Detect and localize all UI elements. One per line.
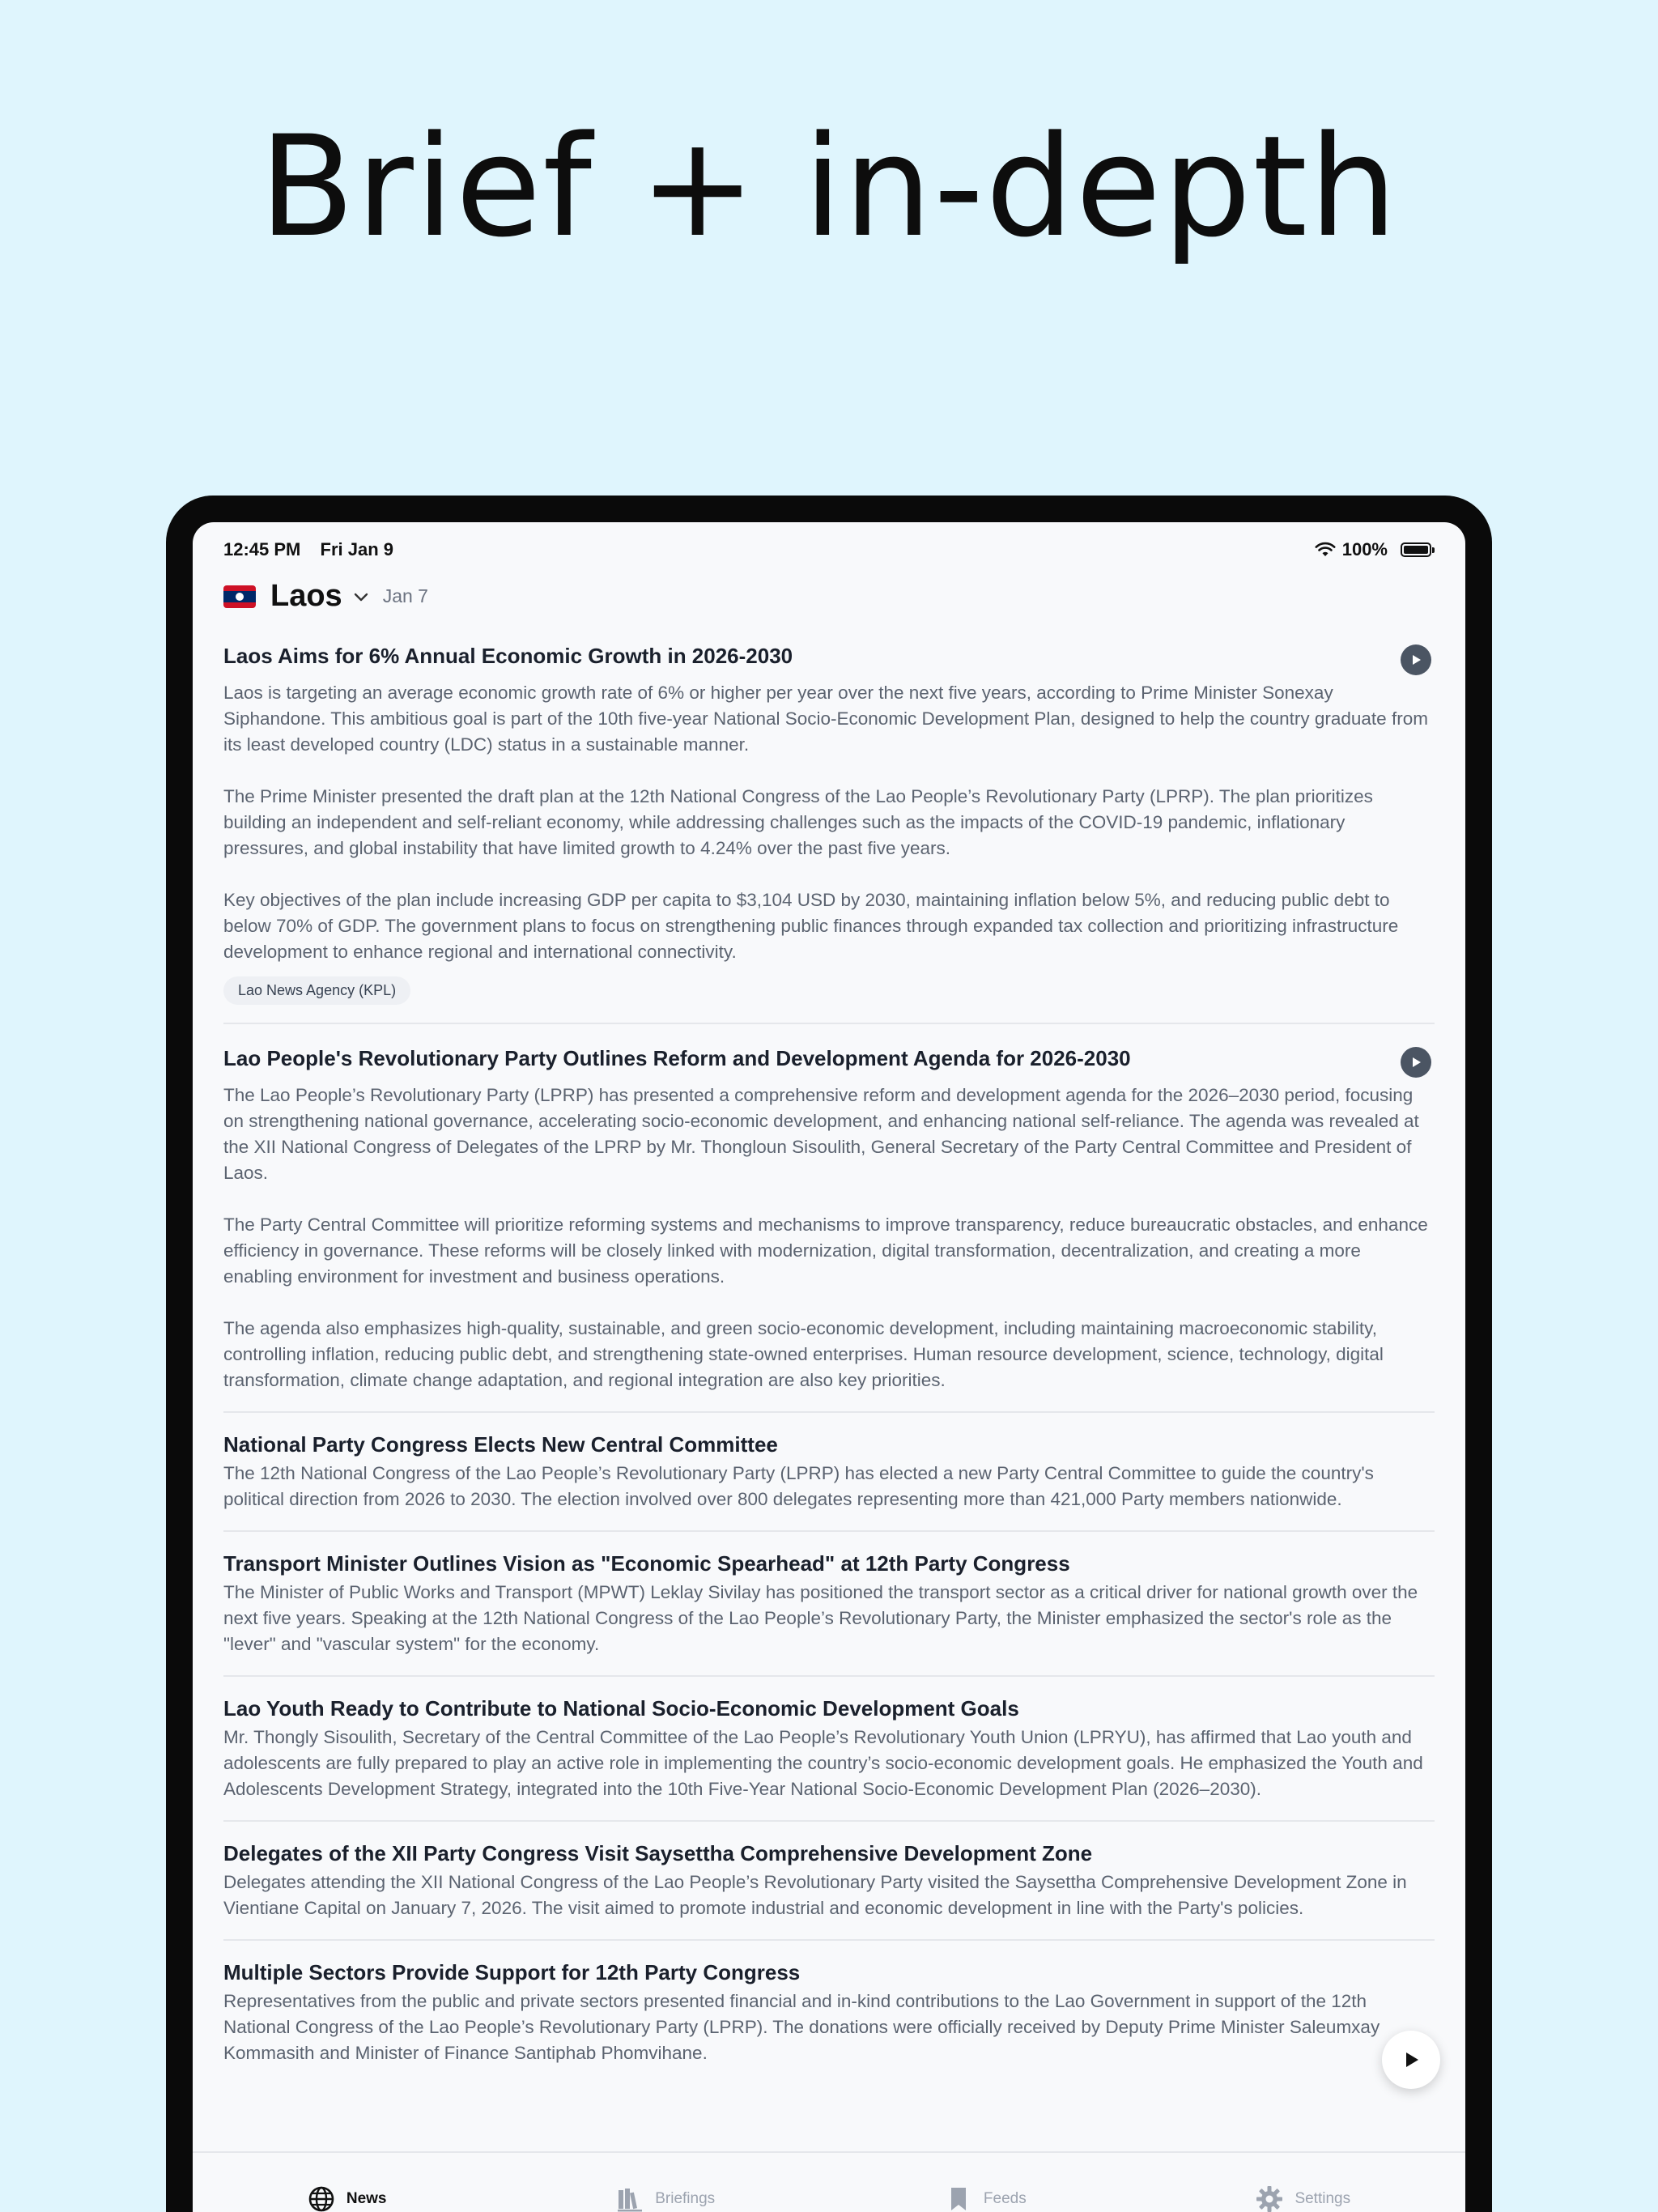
status-bar — [193, 522, 1465, 569]
article-card[interactable] — [223, 641, 1435, 1024]
play-article-button[interactable] — [1401, 1047, 1431, 1078]
tab-label: News — [346, 2190, 387, 2207]
play-icon — [1401, 2049, 1422, 2070]
brief-summary: The 12th National Congress of the Lao People’s Revolutionary Party (LPRP) has elected a new Party Central Committee to guide the country's political direction from 2026 to 2030. The election involved over 800 delegates representing more than 421,000 Party members nationwide. — [223, 1463, 1374, 1509]
gear-icon — [1256, 2185, 1283, 2212]
article-card[interactable] — [223, 1024, 1435, 1413]
globe-icon — [308, 2185, 335, 2212]
play-icon — [1409, 1056, 1422, 1069]
tab-label: Feeds — [983, 2190, 1027, 2207]
brief-summary: The Minister of Public Works and Transport (MPWT) Leklay Sivilay has positioned the transport sector as a critical driver for national growth over the next five years. Speaking at the 12th National Congress of the Lao People’s Revolutionary Party, the Minister emphasized the sector's role as the "lever" and "vascular system" for the economy. — [223, 1582, 1418, 1654]
article-title[interactable]: Lao People's Revolutionary Party Outlines Reform and Development Agenda for 2026-2030 — [223, 1046, 1131, 1070]
brief-title[interactable]: Lao Youth Ready to Contribute to National Socio-Economic Development Goals — [223, 1696, 1019, 1721]
library-icon — [616, 2185, 644, 2212]
app-screen — [193, 522, 1465, 2212]
brief-summary: Representatives from the public and private sectors presented financial and in-kind contributions to the Lao Government in support of the 12th National Congress of the Lao People’s Revolutionary Party (LPRP). The donations were officially received by Deputy Prime Minister Saleumxay Kommasith and Minister of Finance Santiphab Phomvihane. — [223, 1991, 1380, 2063]
brief-title[interactable]: Transport Minister Outlines Vision as "Economic Spearhead" at 12th Party Congress — [223, 1551, 1070, 1576]
brief-title[interactable]: Multiple Sectors Provide Support for 12th Party Congress — [223, 1960, 801, 1984]
brief-item[interactable] — [223, 1413, 1435, 1532]
brief-summary: Mr. Thongly Sisoulith, Secretary of the Central Committee of the Lao People’s Revolutionary Youth Union (LPRYU), has affirmed that Lao youth and adolescents are fully prepared to play an active role in implementing the country’s socio-economic development goals. He emphasized the Youth and Adolescents Development Strategy, integrated into the 10th Five-Year National Socio-Economic Development Plan (2026–2030). — [223, 1727, 1423, 1799]
bookmark-icon — [945, 2185, 972, 2212]
brief-summary: Delegates attending the XII National Congress of the Lao People’s Revolutionary Party visited the Saysettha Comprehensive Development Zone in Vientiane Capital on January 7, 2026. The visit aimed to promote industrial and economic development in line with the Party's policies. — [223, 1872, 1407, 1918]
tab-settings[interactable] — [1256, 2185, 1350, 2212]
status-day: Fri Jan 9 — [320, 539, 393, 559]
chevron-down-icon[interactable] — [352, 588, 370, 606]
news-feed[interactable] — [223, 638, 1435, 2084]
article-title[interactable]: Laos Aims for 6% Annual Economic Growth in 2026-2030 — [223, 644, 793, 668]
region-header[interactable] — [223, 579, 428, 614]
article-paragraph: Key objectives of the plan include increasing GDP per capita to $3,104 USD by 2030, maintaining inflation below 5%, and reducing public debt to below 70% of GDP. The government plans to focus on strengthening public finances through expanded tax collection and prioritizing infrastructure development to enhance regional and international connectivity. — [223, 890, 1399, 962]
brief-title[interactable]: Delegates of the XII Party Congress Visit Saysettha Comprehensive Development Zone — [223, 1841, 1093, 1865]
status-time: 12:45 PM — [223, 539, 301, 559]
brief-item[interactable] — [223, 1822, 1435, 1941]
country-selector[interactable]: Laos — [270, 579, 342, 613]
play-all-button[interactable] — [1382, 2031, 1440, 2089]
article-paragraph: The agenda also emphasizes high-quality, sustainable, and green socio-economic development, including maintaining macroeconomic stability, controlling inflation, reducing public debt, and strengthening state-owned enterprises. Human resource development, science, technology, digital transformation, climate change adaptation, and regional integration are also key priorities. — [223, 1318, 1384, 1390]
tablet-frame — [166, 496, 1492, 2212]
tab-bar — [193, 2151, 1465, 2212]
tab-label: Settings — [1295, 2190, 1351, 2207]
source-chip[interactable]: Lao News Agency (KPL) — [223, 976, 410, 1005]
brief-item[interactable] — [223, 1677, 1435, 1822]
promo-headline: Brief + in-depth — [259, 105, 1399, 268]
battery-percent: 100% — [1341, 539, 1388, 559]
tab-label: Briefings — [655, 2190, 716, 2207]
tab-briefings[interactable] — [616, 2185, 715, 2212]
brief-title[interactable]: National Party Congress Elects New Central Committee — [223, 1432, 778, 1457]
tab-news[interactable] — [308, 2185, 387, 2212]
tab-feeds[interactable] — [945, 2185, 1027, 2212]
laos-flag-icon — [223, 585, 256, 608]
play-article-button[interactable] — [1401, 644, 1431, 675]
brief-item[interactable] — [223, 1941, 1435, 2084]
wifi-icon — [1315, 542, 1336, 558]
play-icon — [1409, 653, 1422, 666]
article-paragraph: Laos is targeting an average economic growth rate of 6% or higher per year over the next five years, according to Prime Minister Sonexay Siphandone. This ambitious goal is part of the 10th five-year National Socio-Economic Development Plan, designed to help the country graduate from its least developed country (LDC) status in a sustainable manner. — [223, 683, 1428, 755]
article-paragraph: The Party Central Committee will prioritize reforming systems and mechanisms to improve transparency, reduce bureaucratic obstacles, and enhance efficiency in governance. These reforms will be closely linked with modernization, digital transformation, decentralization, and creating a more enabling environment for investment and business operations. — [223, 1214, 1428, 1287]
article-paragraph: The Prime Minister presented the draft plan at the 12th National Congress of the Lao People’s Revolutionary Party (LPRP). The plan prioritizes building an independent and self-reliant economy, while addressing challenges such as the impacts of the COVID-19 pandemic, inflationary pressures, and global instability that have limited growth to 4.24% over the past five years. — [223, 786, 1373, 858]
battery-icon — [1401, 542, 1431, 557]
brief-item[interactable] — [223, 1532, 1435, 1677]
news-date[interactable]: Jan 7 — [382, 585, 428, 606]
article-paragraph: The Lao People’s Revolutionary Party (LPRP) has presented a comprehensive reform and development agenda for the 2026–2030 period, focusing on strengthening national governance, accelerating socio-economic development, and enhancing national self-reliance. The agenda was revealed at the XII National Congress of Delegates of the LPRP by Mr. Thongloun Sisoulith, General Secretary of the Party Central Committee and President of Laos. — [223, 1085, 1419, 1183]
